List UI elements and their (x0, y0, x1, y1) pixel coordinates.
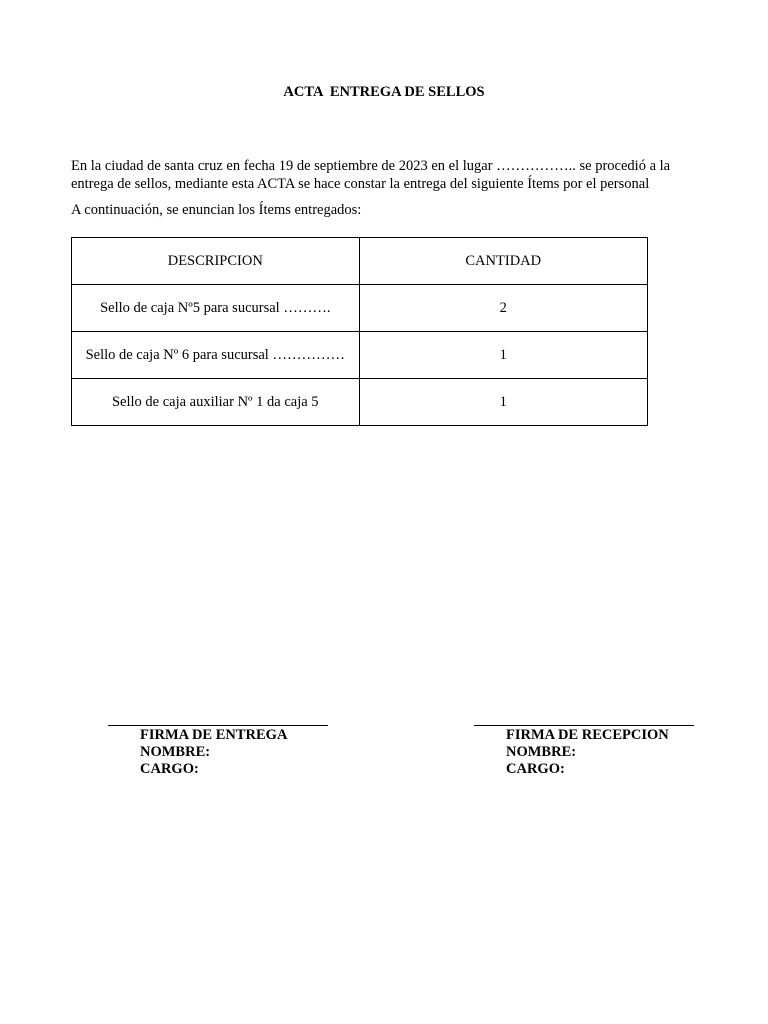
row-description: Sello de caja Nº5 para sucursal ………. (72, 285, 360, 332)
signature-name-label: NOMBRE: (506, 744, 577, 760)
header-description: DESCRIPCION (72, 238, 360, 285)
intro-paragraph: En la ciudad de santa cruz en fecha 19 de septiembre de 2023 en el lugar …………….. se procedió a la entrega de sellos, mediante esta ACTA se hace constar la entrega del siguiente Ítems por el personal (71, 158, 671, 192)
table-row (72, 332, 648, 379)
header-quantity: CANTIDAD (359, 238, 647, 285)
items-table (71, 237, 648, 426)
signature-title: FIRMA DE RECEPCION (506, 727, 669, 743)
signature-position-label: CARGO: (140, 761, 199, 777)
signature-name-label: NOMBRE: (140, 744, 211, 760)
signature-title: FIRMA DE ENTREGA (140, 727, 288, 743)
items-intro-paragraph: A continuación, se enuncian los Ítems entregados: (71, 202, 362, 218)
table-row (72, 285, 648, 332)
signature-position-label: CARGO: (506, 761, 565, 777)
delivery-signature-block (108, 725, 328, 778)
reception-signature-block (474, 725, 694, 778)
signature-line (474, 725, 694, 726)
table-header-row (72, 238, 648, 285)
table-row (72, 379, 648, 426)
row-description: Sello de caja auxiliar Nº 1 da caja 5 (72, 379, 360, 426)
document-title: ACTA ENTREGA DE SELLOS (283, 84, 485, 100)
row-quantity: 1 (359, 379, 647, 426)
row-quantity: 2 (359, 285, 647, 332)
signature-line (108, 725, 328, 726)
row-description: Sello de caja Nº 6 para sucursal …………… (72, 332, 360, 379)
row-quantity: 1 (359, 332, 647, 379)
